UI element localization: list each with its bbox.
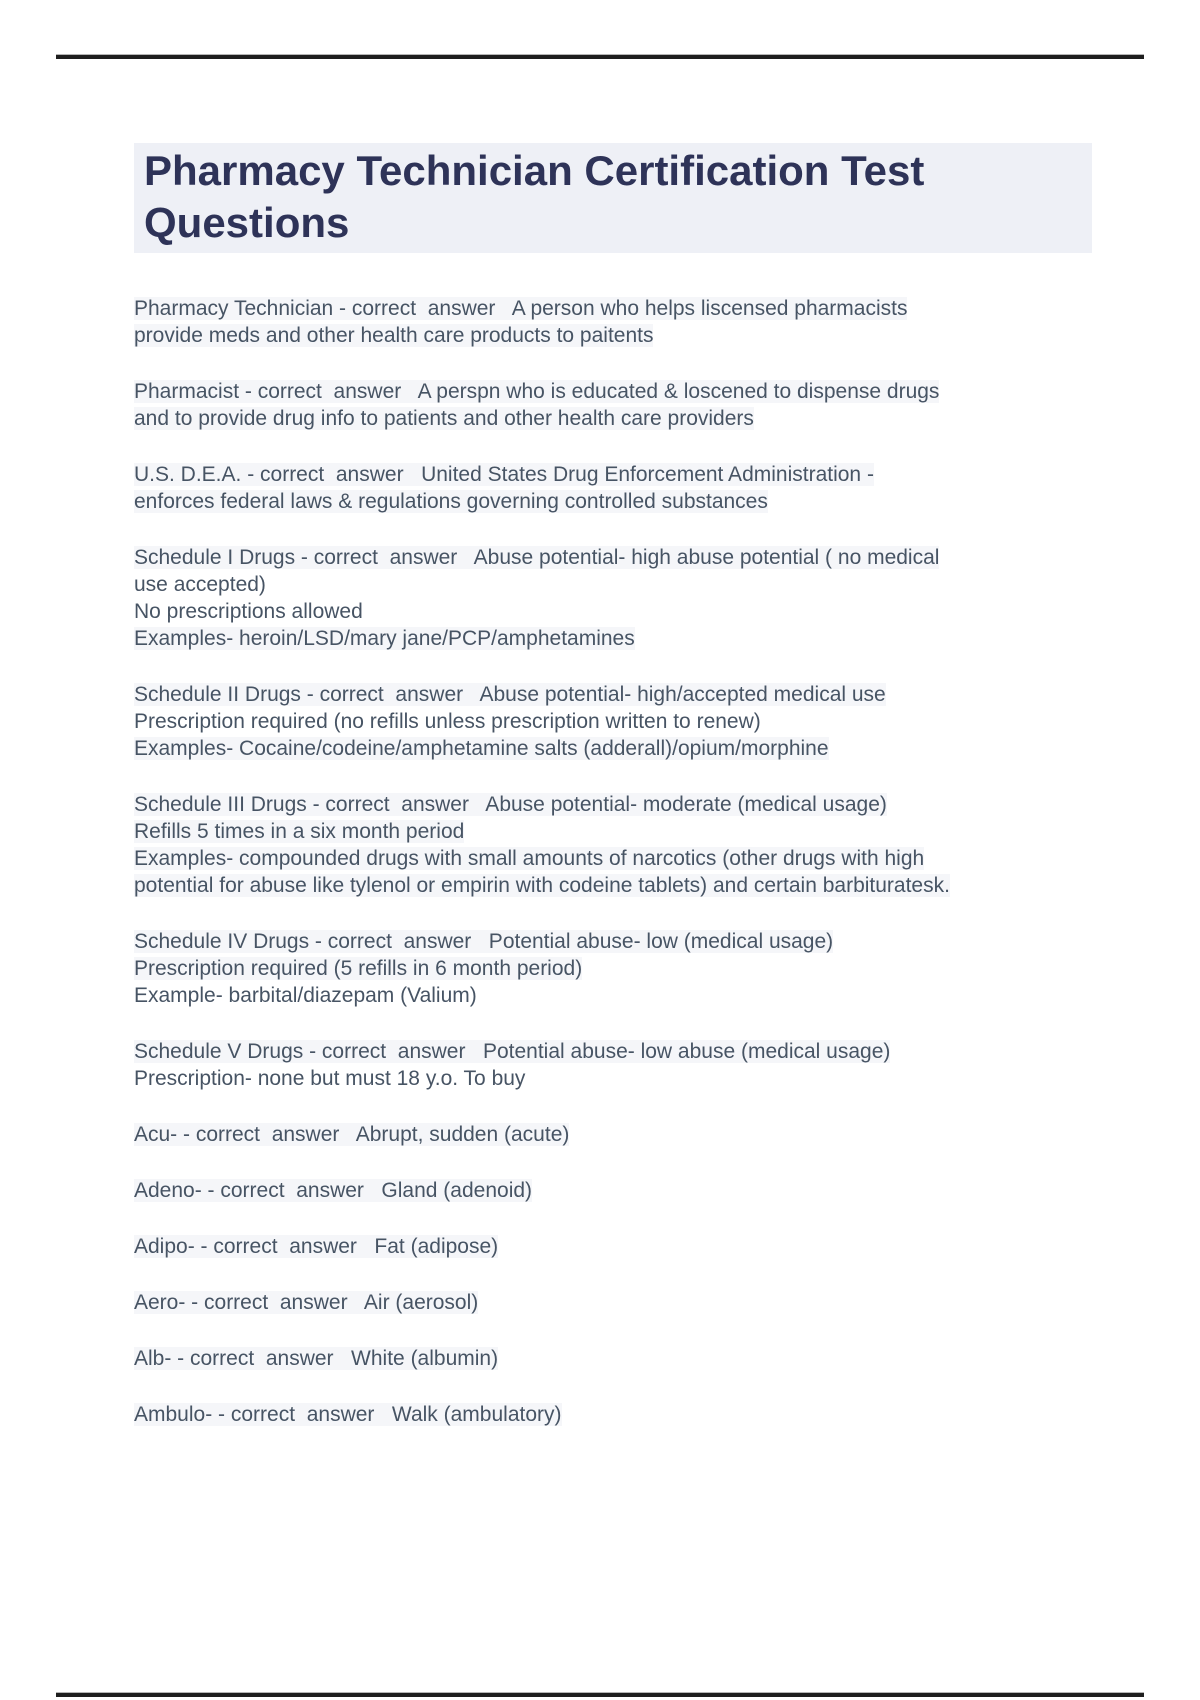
qa-line: enforces federal laws & regulations governing controlled substances — [134, 490, 768, 513]
qa-line: Schedule IV Drugs - correct answer Potential abuse- low (medical usage) — [134, 930, 834, 953]
page-title — [134, 143, 1092, 253]
bottom-horizontal-rule — [56, 1692, 1144, 1697]
qa-paragraph — [134, 928, 1092, 1009]
qa-paragraph — [134, 1233, 1092, 1260]
qa-line: Alb- - correct answer White (albumin) — [134, 1347, 499, 1370]
qa-line: U.S. D.E.A. - correct answer United States Drug Enforcement Administration - — [134, 463, 874, 486]
qa-line: Prescription required (no refills unless prescription written to renew) — [134, 710, 761, 733]
qa-line: potential for abuse like tylenol or empirin with codeine tablets) and certain barbituratesk. — [134, 874, 950, 897]
qa-paragraph — [134, 791, 1092, 899]
qa-line: Schedule II Drugs - correct answer Abuse potential- high/accepted medical use — [134, 683, 886, 706]
qa-line: Examples- compounded drugs with small amounts of narcotics (other drugs with high — [134, 847, 925, 870]
qa-line: Prescription- none but must 18 y.o. To buy — [134, 1067, 526, 1090]
qa-paragraph — [134, 1401, 1092, 1428]
qa-line: Schedule III Drugs - correct answer Abuse potential- moderate (medical usage) — [134, 793, 887, 816]
qa-line: Example- barbital/diazepam (Valium) — [134, 984, 477, 1007]
qa-line: Adeno- - correct answer Gland (adenoid) — [134, 1179, 533, 1202]
qa-paragraph — [134, 1038, 1092, 1092]
qa-line: Pharmacy Technician - correct answer A person who helps liscensed pharmacists — [134, 297, 908, 320]
qa-paragraph — [134, 1289, 1092, 1316]
qa-line: use accepted) — [134, 573, 266, 596]
qa-line: Ambulo- - correct answer Walk (ambulatory) — [134, 1403, 562, 1426]
qa-line: Schedule V Drugs - correct answer Potential abuse- low abuse (medical usage) — [134, 1040, 891, 1063]
page-title-line-2: Questions — [144, 199, 350, 246]
qa-line: No prescriptions allowed — [134, 600, 363, 623]
qa-line: Examples- heroin/LSD/mary jane/PCP/amphetamines — [134, 627, 635, 650]
qa-line: Examples- Cocaine/codeine/amphetamine salts (adderall)/opium/morphine — [134, 737, 829, 760]
qa-line: Aero- - correct answer Air (aerosol) — [134, 1291, 479, 1314]
qa-paragraph — [134, 1177, 1092, 1204]
qa-paragraph — [134, 1121, 1092, 1148]
page-title-line-1: Pharmacy Technician Certification Test — [144, 147, 925, 194]
qa-paragraph — [134, 461, 1092, 515]
qa-line: Adipo- - correct answer Fat (adipose) — [134, 1235, 499, 1258]
qa-line: Acu- - correct answer Abrupt, sudden (acute) — [134, 1123, 570, 1146]
qa-paragraph — [134, 1345, 1092, 1372]
qa-line: provide meds and other health care products to paitents — [134, 324, 654, 347]
qa-line: Pharmacist - correct answer A perspn who is educated & loscened to dispense drugs — [134, 380, 940, 403]
qa-paragraph — [134, 378, 1092, 432]
qa-list — [134, 295, 1092, 1428]
page-content — [134, 143, 1092, 1457]
top-horizontal-rule — [56, 54, 1144, 59]
qa-line: Schedule I Drugs - correct answer Abuse potential- high abuse potential ( no medical — [134, 546, 940, 569]
qa-line: and to provide drug info to patients and other health care providers — [134, 407, 754, 430]
qa-paragraph — [134, 681, 1092, 762]
qa-paragraph — [134, 544, 1092, 652]
qa-line: Refills 5 times in a six month period — [134, 820, 465, 843]
qa-line: Prescription required (5 refills in 6 month period) — [134, 957, 583, 980]
qa-paragraph — [134, 295, 1092, 349]
